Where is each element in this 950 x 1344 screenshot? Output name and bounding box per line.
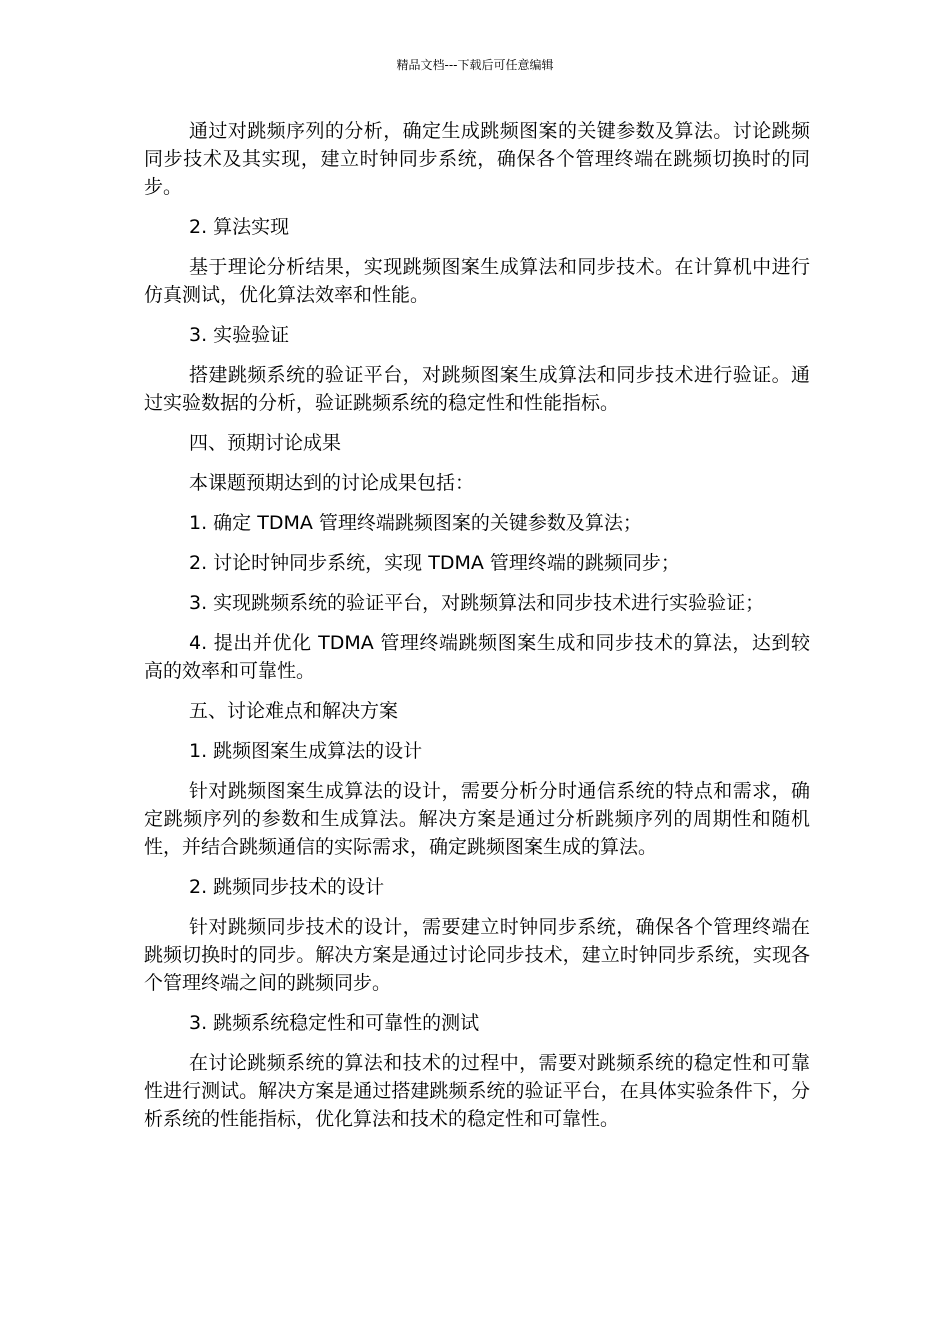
heading-difficulties-solutions: 五、讨论难点和解决方案 <box>189 700 399 722</box>
document-body <box>144 117 810 1145</box>
heading-stability-testing: 3. 跳频系统稳定性和可靠性的测试 <box>189 1012 480 1034</box>
list-item-result-3: 3. 实现跳频系统的验证平台，对跳频算法和同步技术进行实验验证； <box>189 592 765 614</box>
heading-pattern-algorithm-design: 1. 跳频图案生成算法的设计 <box>189 740 423 762</box>
heading-algorithm-implementation: 2. 算法实现 <box>189 216 290 238</box>
list-item-result-1: 1. 确定 TDMA 管理终端跳频图案的关键参数及算法； <box>189 512 642 534</box>
list-item-result-2: 2. 讨论时钟同步系统，实现 TDMA 管理终端的跳频同步； <box>189 552 680 574</box>
heading-expected-results: 四、预期讨论成果 <box>189 432 342 454</box>
paragraph-pattern-algorithm: 针对跳频图案生成算法的设计，需要分析分时通信系统的特点和需求，确定跳频序列的参数和生成算法。解决方案是通过分析跳频序列的周期性和随机性，并结合跳频通信的实际需求，确定跳频图案生成的算法。 <box>144 780 810 858</box>
paragraph-sync-design: 针对跳频同步技术的设计，需要建立时钟同步系统，确保各个管理终端在跳频切换时的同步。解决方案是通过讨论同步技术，建立时钟同步系统，实现各个管理终端之间的跳频同步。 <box>144 916 810 994</box>
page-header-watermark: 精品文档---下载后可任意编辑 <box>396 58 554 72</box>
paragraph-verification: 搭建跳频系统的验证平台，对跳频图案生成算法和同步技术进行验证。通过实验数据的分析，验证跳频系统的稳定性和性能指标。 <box>144 364 810 414</box>
heading-sync-design: 2. 跳频同步技术的设计 <box>189 876 385 898</box>
paragraph-hopping-analysis: 通过对跳频序列的分析，确定生成跳频图案的关键参数及算法。讨论跳频同步技术及其实现，建立时钟同步系统，确保各个管理终端在跳频切换时的同步。 <box>144 120 810 198</box>
paragraph-stability-testing: 在讨论跳频系统的算法和技术的过程中，需要对跳频系统的稳定性和可靠性进行测试。解决方案是通过搭建跳频系统的验证平台，在具体实验条件下，分析系统的性能指标，优化算法和技术的稳定性和可靠性。 <box>144 1052 810 1130</box>
paragraph-results-intro: 本课题预期达到的讨论成果包括： <box>189 472 475 494</box>
list-item-result-4: 4. 提出并优化 TDMA 管理终端跳频图案生成和同步技术的算法，达到较高的效率和可靠性。 <box>144 632 810 682</box>
paragraph-implementation: 基于理论分析结果，实现跳频图案生成算法和同步技术。在计算机中进行仿真测试，优化算法效率和性能。 <box>144 256 810 306</box>
heading-experiment-verification: 3. 实验验证 <box>189 324 290 346</box>
